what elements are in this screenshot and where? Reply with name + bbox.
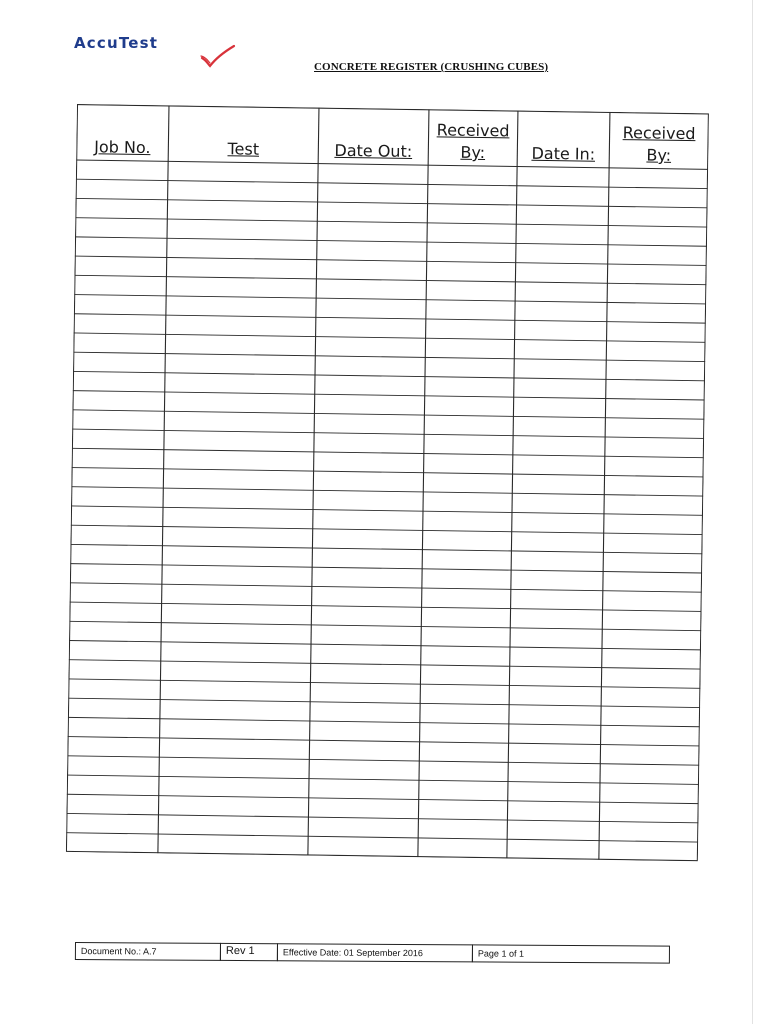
- footer-effective-date: Effective Date: 01 September 2016: [277, 943, 473, 962]
- table-row-line: [73, 371, 705, 380]
- register-table: [66, 104, 709, 861]
- table-row-line: [76, 179, 708, 188]
- header-received-by-1-line2: By:: [460, 142, 486, 163]
- logo-text: AccuTest: [74, 34, 159, 52]
- table-row-line: [68, 698, 700, 707]
- column-divider: [418, 109, 429, 857]
- table-row-line: [74, 333, 706, 342]
- header-received-by-1: [428, 109, 518, 166]
- footer-page: Page 1 of 1: [472, 944, 670, 963]
- column-divider: [507, 111, 518, 859]
- table-row-line: [66, 833, 698, 842]
- accutest-logo: [74, 34, 244, 74]
- table-row-line: [69, 660, 701, 669]
- table-row-line: [76, 198, 708, 207]
- column-divider: [697, 113, 708, 861]
- header-received-by-2-line1: Received: [622, 123, 696, 144]
- table-row-line: [74, 275, 706, 284]
- table-row-line: [68, 679, 700, 688]
- table-row-line: [66, 813, 698, 822]
- footer-revision: Rev 1: [220, 943, 278, 961]
- table-row-line: [67, 775, 699, 784]
- document-footer: [75, 942, 670, 964]
- table-row-line: [75, 256, 707, 265]
- table-row-line: [74, 314, 706, 323]
- header-received-by-1-line1: Received: [436, 120, 510, 141]
- checkmark-icon: [198, 44, 238, 70]
- table-row-line: [70, 564, 702, 573]
- header-date-in-label: Date In:: [531, 143, 596, 164]
- table-row-line: [72, 468, 704, 477]
- table-row-line: [73, 391, 705, 400]
- table-row-line: [68, 737, 700, 746]
- document-title: CONCRETE REGISTER (CRUSHING CUBES): [314, 61, 549, 73]
- header-date-out-label: Date Out:: [334, 140, 413, 161]
- table-row-line: [73, 352, 705, 361]
- column-divider: [66, 104, 77, 852]
- table-row-line: [72, 448, 704, 457]
- footer-document-no: Document No.: A.7: [75, 942, 221, 961]
- register-grid: [66, 104, 709, 861]
- table-border-bottom: [66, 851, 697, 860]
- table-row-line: [69, 621, 701, 630]
- table-row-line: [68, 717, 700, 726]
- header-received-by-2-line2: By:: [646, 145, 672, 165]
- table-row-line: [72, 429, 704, 438]
- table-row-line: [72, 410, 704, 419]
- header-date-out: [318, 108, 429, 166]
- table-row-line: [71, 525, 703, 534]
- header-received-by-2: [609, 112, 709, 169]
- page-edge: [752, 0, 753, 1024]
- table-row-line: [71, 487, 703, 496]
- column-divider: [308, 108, 319, 856]
- header-test-label: Test: [227, 139, 260, 159]
- table-row-line: [71, 506, 703, 515]
- table-row-line: [75, 218, 707, 227]
- column-divider: [599, 112, 610, 860]
- table-row-line: [69, 640, 701, 649]
- table-row-line: [70, 583, 702, 592]
- header-job-no: [76, 104, 169, 161]
- table-row-line: [75, 237, 707, 246]
- table-row-line: [67, 756, 699, 765]
- table-row-line: [67, 794, 699, 803]
- table-row-line: [74, 295, 706, 304]
- table-row-line: [70, 544, 702, 553]
- column-divider: [158, 105, 169, 853]
- header-date-in: [517, 111, 610, 168]
- table-row-line: [70, 602, 702, 611]
- header-test: [168, 105, 319, 163]
- header-job-no-label: Job No.: [94, 137, 151, 158]
